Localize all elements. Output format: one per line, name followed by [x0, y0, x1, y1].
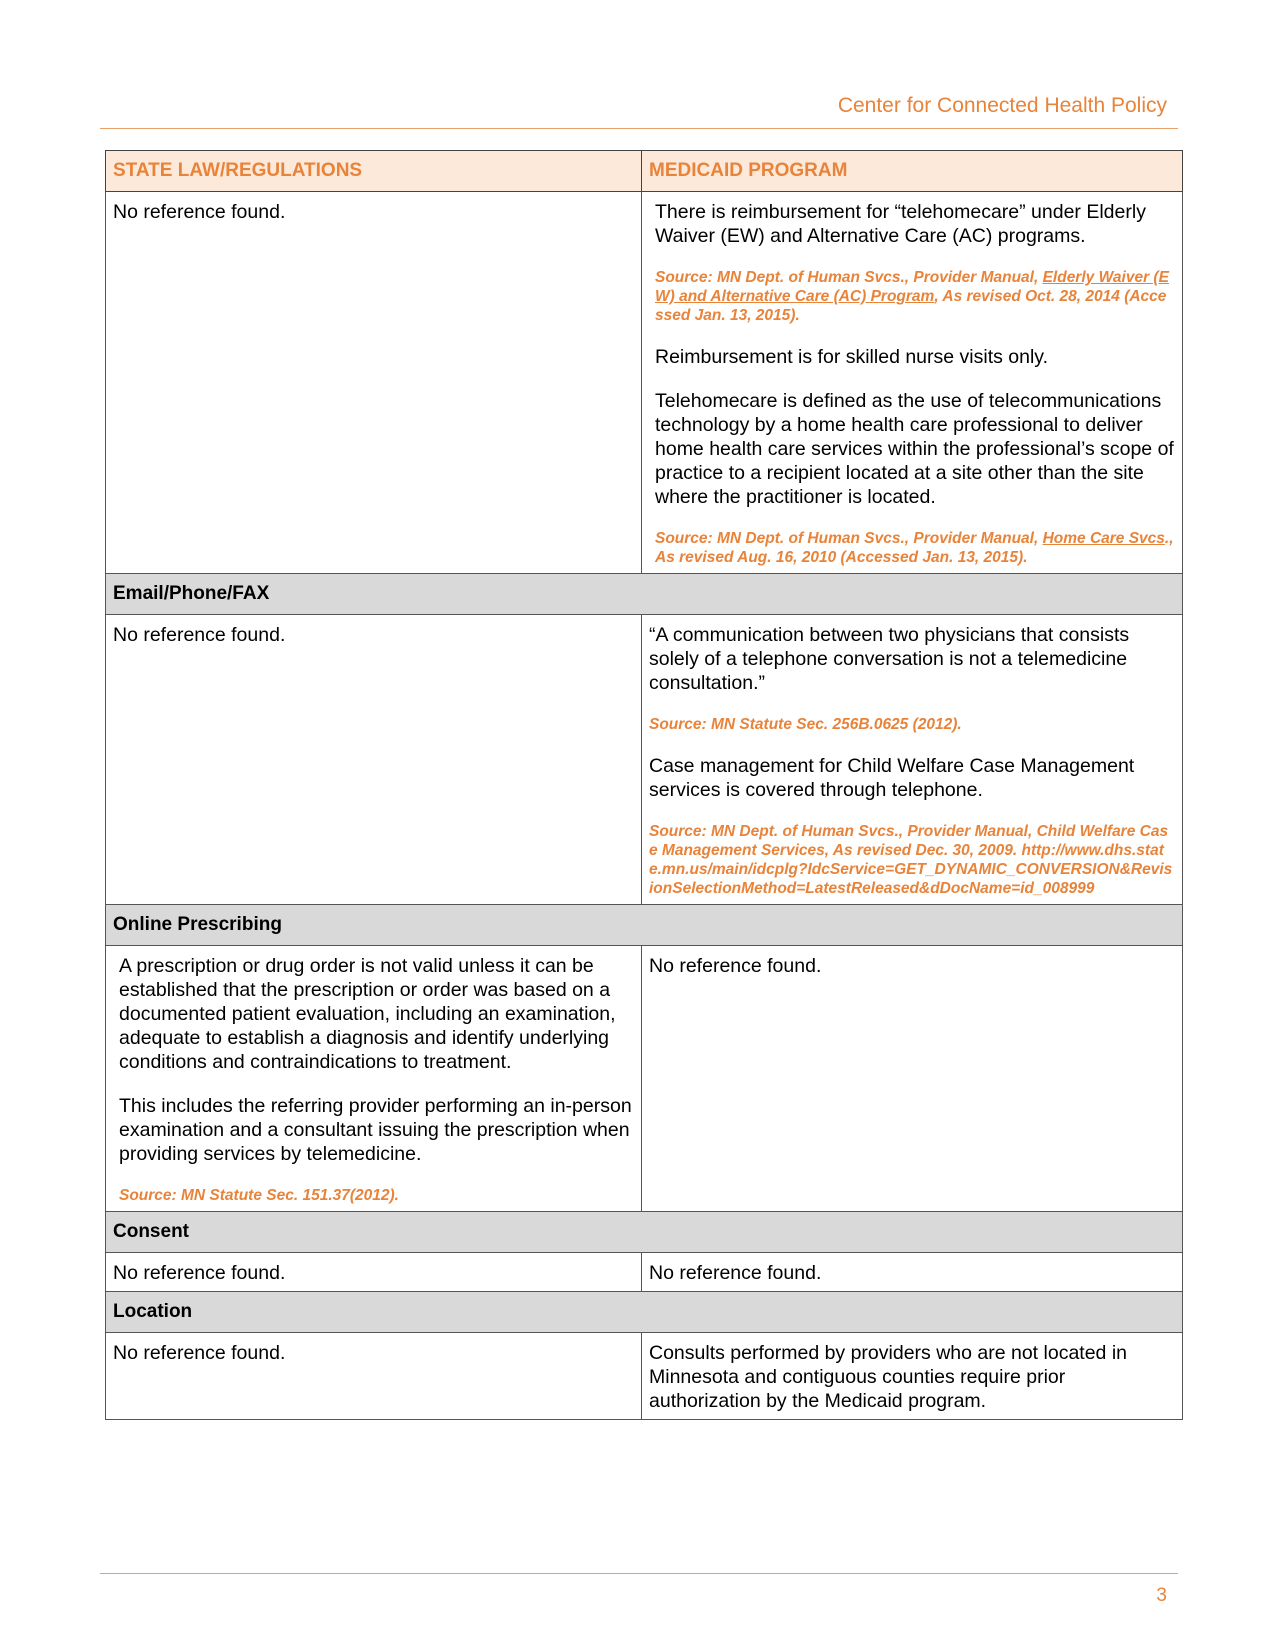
- footer-rule: [100, 1573, 1178, 1574]
- section-title: Location: [106, 1292, 1183, 1333]
- medicaid-text: There is reimbursement for “telehomecare” under Elderly Waiver (EW) and Alternative Care (AC) programs.: [655, 201, 1146, 247]
- source-citation: Source: MN Dept. of Human Svcs., Provider Manual, Child Welfare Case Management Services, As revised Dec. 30, 2009. http://www.dhs.state.mn.us/main/idcplg?IdcService=GET_DYNAMIC_CONVERSION&RevisionSelectionMethod=LatestReleased&dDocName=id_008999: [649, 823, 1173, 897]
- section-title: Online Prescribing: [106, 905, 1183, 946]
- section-title: Email/Phone/FAX: [106, 574, 1183, 615]
- medicaid-cell: Consults performed by providers who are not located in Minnesota and contiguous counties require prior authorization by the Medicaid program.: [642, 1333, 1183, 1420]
- source-citation: Source: MN Statute Sec. 256B.0625 (2012).: [649, 716, 962, 733]
- source-citation: Source: MN Dept. of Human Svcs., Provider Manual, Home Care Svcs., As revised Aug. 16, 2010 (Accessed Jan. 13, 2015).: [655, 530, 1174, 566]
- table-header-row: [106, 151, 1183, 192]
- source-link[interactable]: Elderly Waiver (EW) and Alternative Care (AC) Program: [655, 269, 1169, 305]
- medicaid-text: “A communication between two physicians that consists solely of a telephone conversation is not a telemedicine consultation.”: [649, 624, 1130, 694]
- table-row: [106, 1253, 1183, 1292]
- medicaid-cell: [642, 192, 1183, 574]
- section-title: Consent: [106, 1212, 1183, 1253]
- state-text: No reference found.: [113, 201, 286, 223]
- column-header-medicaid: MEDICAID PROGRAM: [642, 151, 1183, 192]
- source-link[interactable]: Home Care Svcs: [1042, 530, 1165, 547]
- source-citation: Source: MN Dept. of Human Svcs., Provider Manual, Elderly Waiver (EW) and Alternative Care (AC) Program, As revised Oct. 28, 2014 (Accessed Jan. 13, 2015).: [655, 269, 1169, 324]
- source-citation: Source: MN Statute Sec. 151.37(2012).: [119, 1187, 399, 1204]
- medicaid-text: Reimbursement is for skilled nurse visits only.: [655, 346, 1049, 368]
- state-cell: [106, 946, 642, 1212]
- section-row-prescribing: [106, 905, 1183, 946]
- state-text: No reference found.: [113, 624, 286, 646]
- state-cell: [106, 192, 642, 574]
- table-row: [106, 946, 1183, 1212]
- page-number: 3: [1156, 1585, 1167, 1606]
- state-cell: No reference found.: [106, 1253, 642, 1292]
- table-row: [106, 192, 1183, 574]
- medicaid-cell: [642, 615, 1183, 905]
- state-cell: [106, 615, 642, 905]
- medicaid-cell: No reference found.: [642, 1253, 1183, 1292]
- state-text: This includes the referring provider performing an in-person examination and a consultant issuing the prescription when providing services by telemedicine.: [119, 1095, 632, 1165]
- medicaid-text: No reference found.: [649, 955, 822, 977]
- state-cell: No reference found.: [106, 1333, 642, 1420]
- medicaid-text: Case management for Child Welfare Case Management services is covered through telephone.: [649, 755, 1135, 801]
- medicaid-cell: [642, 946, 1183, 1212]
- table-row: [106, 615, 1183, 905]
- header-title: Center for Connected Health Policy: [837, 94, 1167, 117]
- section-row-location: [106, 1292, 1183, 1333]
- column-header-state: STATE LAW/REGULATIONS: [106, 151, 642, 192]
- table-row: [106, 1333, 1183, 1420]
- state-text: A prescription or drug order is not valid unless it can be established that the prescription or order was based on a documented patient evaluation, including an examination, adequate to establish a diagnosis and identify underlying conditions and contraindications to treatment.: [119, 955, 616, 1073]
- medicaid-text: Telehomecare is defined as the use of telecommunications technology by a home health care professional to deliver home health care services within the professional’s scope of practice to a recipient located at a site other than the site where the practitioner is located.: [655, 390, 1174, 508]
- section-row-consent: [106, 1212, 1183, 1253]
- section-row-email: [106, 574, 1183, 615]
- header-rule: [100, 128, 1178, 129]
- policy-table: [105, 150, 1183, 1420]
